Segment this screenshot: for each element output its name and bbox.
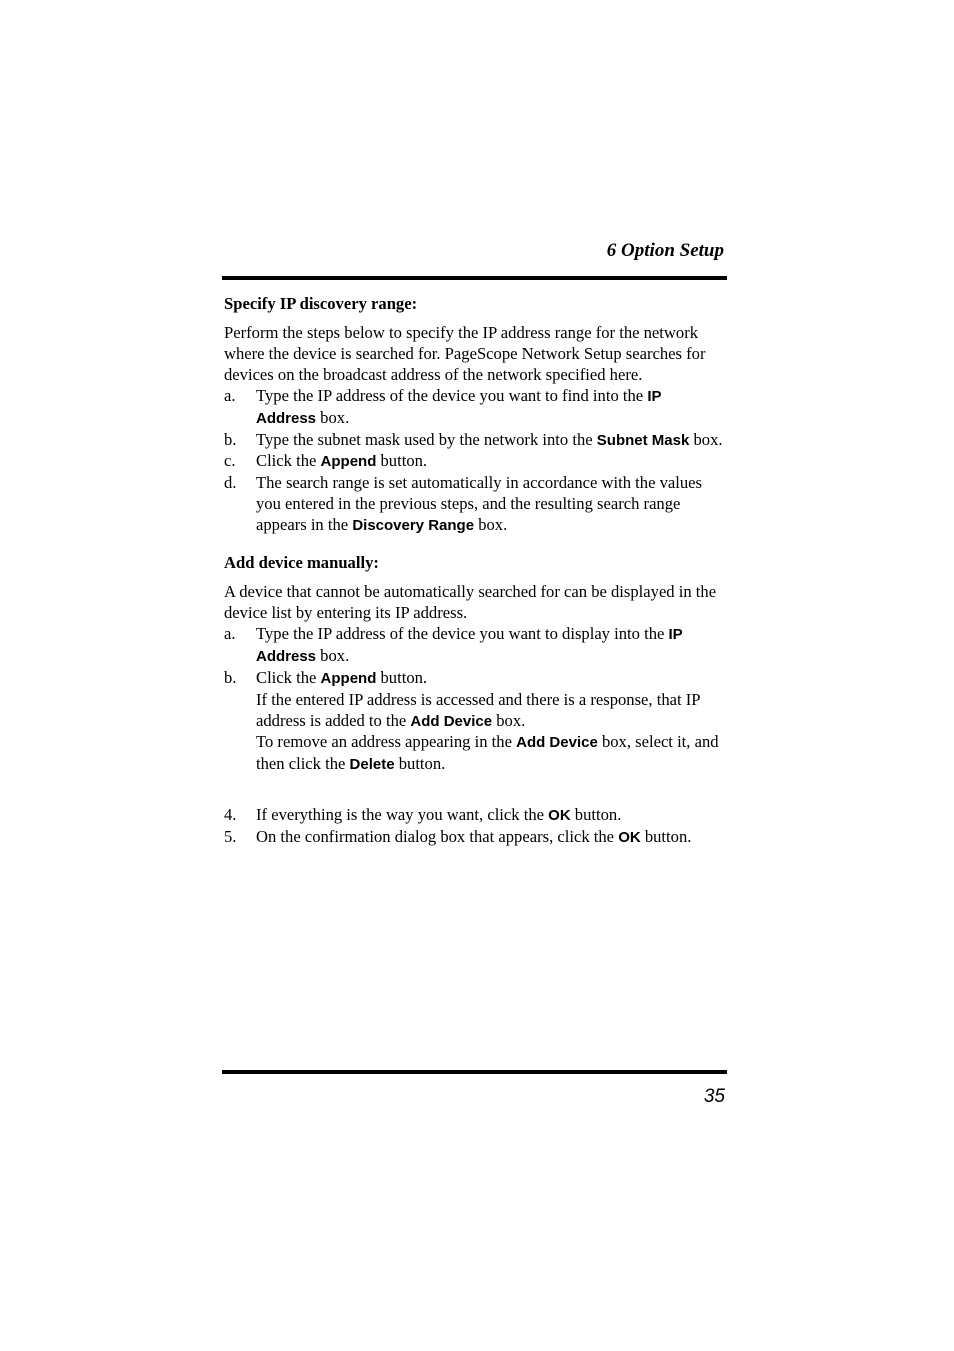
list-item (224, 624, 724, 668)
ui-term: Append (320, 453, 377, 471)
list-marker: a. (224, 385, 236, 405)
step-text: box. (492, 710, 526, 730)
ui-term: IP Address (256, 387, 662, 427)
step-text: The search range is set automatically in accordance with the values you entered in the previous steps, and the resulting search range appears in the (256, 473, 702, 535)
step-text: button. (570, 805, 622, 825)
step-text: On the confirmation dialog box that appears, click the (256, 827, 619, 847)
step-text: box. (316, 407, 350, 427)
list-item (224, 451, 724, 473)
ui-term: Subnet Mask (596, 431, 690, 449)
footer-rule (222, 1070, 727, 1074)
ui-term: OK (548, 807, 571, 825)
step-text: If the entered IP address is accessed and there is a response, that IP address is added to the (256, 689, 700, 730)
step-text: box. (316, 645, 350, 665)
step-text: box, select it, and then click the (256, 732, 719, 774)
step-note (256, 732, 724, 776)
list-item (224, 386, 724, 430)
step-note (256, 690, 724, 733)
list-item (224, 430, 724, 452)
list-item (224, 668, 724, 777)
chapter-header: 6 Option Setup (606, 240, 724, 261)
ui-term: IP Address (256, 625, 683, 665)
step-text: box. (474, 515, 508, 535)
step-text: Click the (256, 451, 321, 471)
ui-term: Discovery Range (352, 517, 475, 535)
ui-term: Add Device (410, 712, 493, 730)
page-content (224, 294, 724, 849)
numbered-step (224, 805, 724, 827)
numbered-step (224, 827, 724, 849)
list-marker: b. (224, 429, 237, 449)
step-number: 4. (224, 805, 237, 825)
ui-term: Append (320, 669, 377, 687)
spacer (224, 537, 724, 553)
list-item (224, 473, 724, 537)
step-text: box. (689, 429, 723, 449)
step-text: button. (394, 754, 446, 774)
step-number: 5. (224, 827, 237, 847)
spacer (224, 776, 724, 805)
section-intro-ip-discovery: Perform the steps below to specify the IP address range for the network where the device is searched for. PageScope Network Setup searches for devices on the broadcast address of the network specified here. (224, 323, 706, 384)
step-text: button. (376, 667, 428, 687)
list-marker: a. (224, 623, 236, 643)
step-text: If everything is the way you want, click the (256, 805, 549, 825)
step-text: button. (376, 451, 428, 471)
header-rule (222, 276, 727, 280)
step-text: Type the IP address of the device you want to find into the (256, 385, 648, 405)
ui-term: OK (618, 829, 641, 847)
section-heading-add-device: Add device manually: (224, 553, 379, 573)
list-marker: d. (224, 473, 237, 493)
step-text: Click the (256, 667, 321, 687)
ui-term: Add Device (516, 734, 598, 752)
section-heading-ip-discovery: Specify IP discovery range: (224, 294, 418, 313)
section-intro-add-device: A device that cannot be automatically searched for can be displayed in the device list by entering its IP address. (224, 582, 717, 622)
page-number: 35 (703, 1086, 725, 1107)
ui-term: Delete (349, 756, 395, 774)
list-marker: b. (224, 667, 237, 687)
step-text: To remove an address appearing in the (256, 732, 517, 752)
step-text: Type the subnet mask used by the network into the (256, 429, 597, 449)
list-marker: c. (224, 451, 236, 471)
step-line (256, 668, 724, 690)
step-text: Type the IP address of the device you want to display into the (256, 623, 669, 643)
step-text: button. (640, 827, 692, 847)
